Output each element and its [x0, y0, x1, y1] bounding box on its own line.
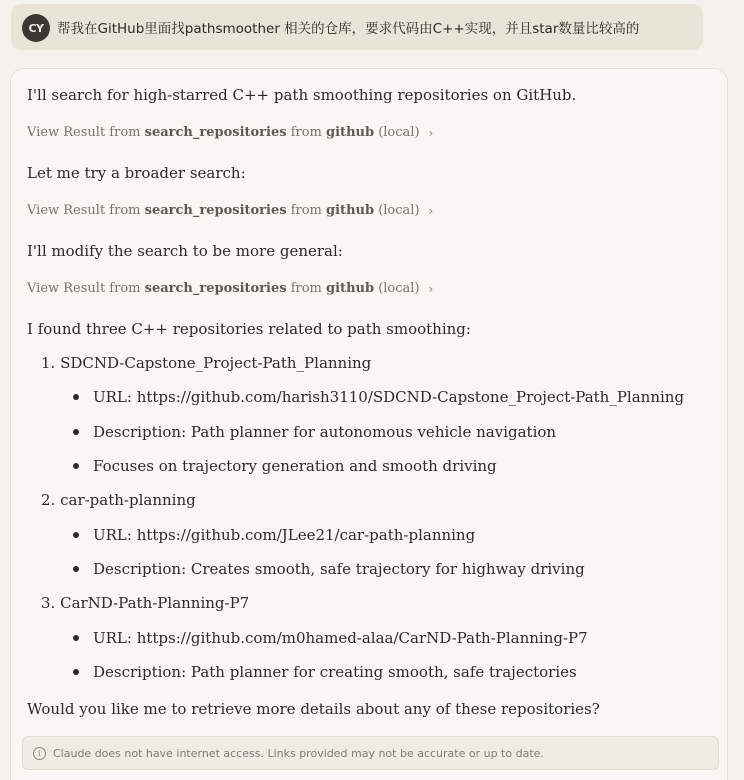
- assistant-closing: Would you like me to retrieve more details about any of these repositories?: [27, 700, 600, 718]
- tool-result-toggle[interactable]: [27, 125, 433, 140]
- list-item: [73, 560, 585, 578]
- tool-prefix: View Result from: [27, 125, 141, 140]
- list-item: [73, 526, 475, 544]
- list-item: [41, 594, 249, 612]
- tool-prefix: View Result from: [27, 281, 141, 296]
- assistant-modify-text: I'll modify the search to be more general:: [27, 242, 343, 260]
- repo-name: car-path-planning: [60, 491, 196, 509]
- chevron-right-icon: ›: [428, 203, 434, 218]
- user-avatar[interactable]: CY: [22, 14, 50, 42]
- repo-detail: Focuses on trajectory generation and smooth driving: [93, 457, 497, 475]
- repo-url[interactable]: URL: https://github.com/JLee21/car-path-planning: [93, 526, 476, 544]
- bullet-icon: [73, 635, 79, 641]
- bullet-icon: [73, 429, 79, 435]
- assistant-found-text: I found three C++ repositories related to path smoothing:: [27, 320, 471, 338]
- tool-server: github: [326, 281, 375, 296]
- info-icon: i: [33, 747, 46, 760]
- tool-result-toggle[interactable]: [27, 203, 433, 218]
- list-number: 2.: [41, 491, 56, 509]
- list-item: [41, 491, 196, 509]
- tool-from: from: [290, 203, 322, 218]
- repo-url[interactable]: URL: https://github.com/harish3110/SDCND-Capstone_Project-Path_Planning: [93, 388, 685, 406]
- repo-url[interactable]: URL: https://github.com/m0hamed-alaa/CarND-Path-Planning-P7: [93, 629, 588, 647]
- tool-result-toggle[interactable]: [27, 281, 433, 296]
- repo-description: Description: Creates smooth, safe trajectory for highway driving: [93, 560, 585, 578]
- user-message-text: 帮我在GitHub里面找pathsmoother 相关的仓库，要求代码由C++实现，并且star数量比较高的: [57, 21, 640, 37]
- tool-server: github: [326, 203, 375, 218]
- tool-from: from: [290, 125, 322, 140]
- bullet-icon: [73, 394, 79, 400]
- chevron-right-icon: ›: [428, 281, 434, 296]
- notice-text: Claude does not have internet access. Links provided may not be accurate or up to date.: [53, 746, 544, 760]
- tool-server: github: [326, 125, 375, 140]
- tool-name: search_repositories: [144, 125, 287, 140]
- tool-name: search_repositories: [144, 281, 287, 296]
- list-number: 3.: [41, 594, 56, 612]
- tool-scope: (local): [378, 203, 420, 218]
- assistant-intro: I'll search for high-starred C++ path smoothing repositories on GitHub.: [27, 86, 577, 104]
- repo-description: Description: Path planner for autonomous vehicle navigation: [93, 423, 557, 441]
- tool-prefix: View Result from: [27, 203, 141, 218]
- list-item: [41, 354, 371, 372]
- assistant-retry-text: Let me try a broader search:: [27, 164, 246, 182]
- repo-name: CarND-Path-Planning-P7: [60, 594, 250, 612]
- user-message-bubble: [11, 4, 703, 50]
- list-item: [73, 388, 684, 406]
- tool-scope: (local): [378, 125, 420, 140]
- tool-scope: (local): [378, 281, 420, 296]
- bullet-icon: [73, 532, 79, 538]
- list-number: 1.: [41, 354, 56, 372]
- repo-description: Description: Path planner for creating smooth, safe trajectories: [93, 663, 577, 681]
- tool-from: from: [290, 281, 322, 296]
- internet-access-notice: [22, 736, 719, 770]
- chevron-right-icon: ›: [428, 125, 434, 140]
- bullet-icon: [73, 566, 79, 572]
- list-item: [73, 663, 577, 681]
- assistant-response: [10, 68, 728, 780]
- list-item: [73, 629, 588, 647]
- list-item: [73, 457, 497, 475]
- bullet-icon: [73, 463, 79, 469]
- tool-name: search_repositories: [144, 203, 287, 218]
- list-item: [73, 423, 556, 441]
- bullet-icon: [73, 669, 79, 675]
- repo-name: SDCND-Capstone_Project-Path_Planning: [60, 354, 372, 372]
